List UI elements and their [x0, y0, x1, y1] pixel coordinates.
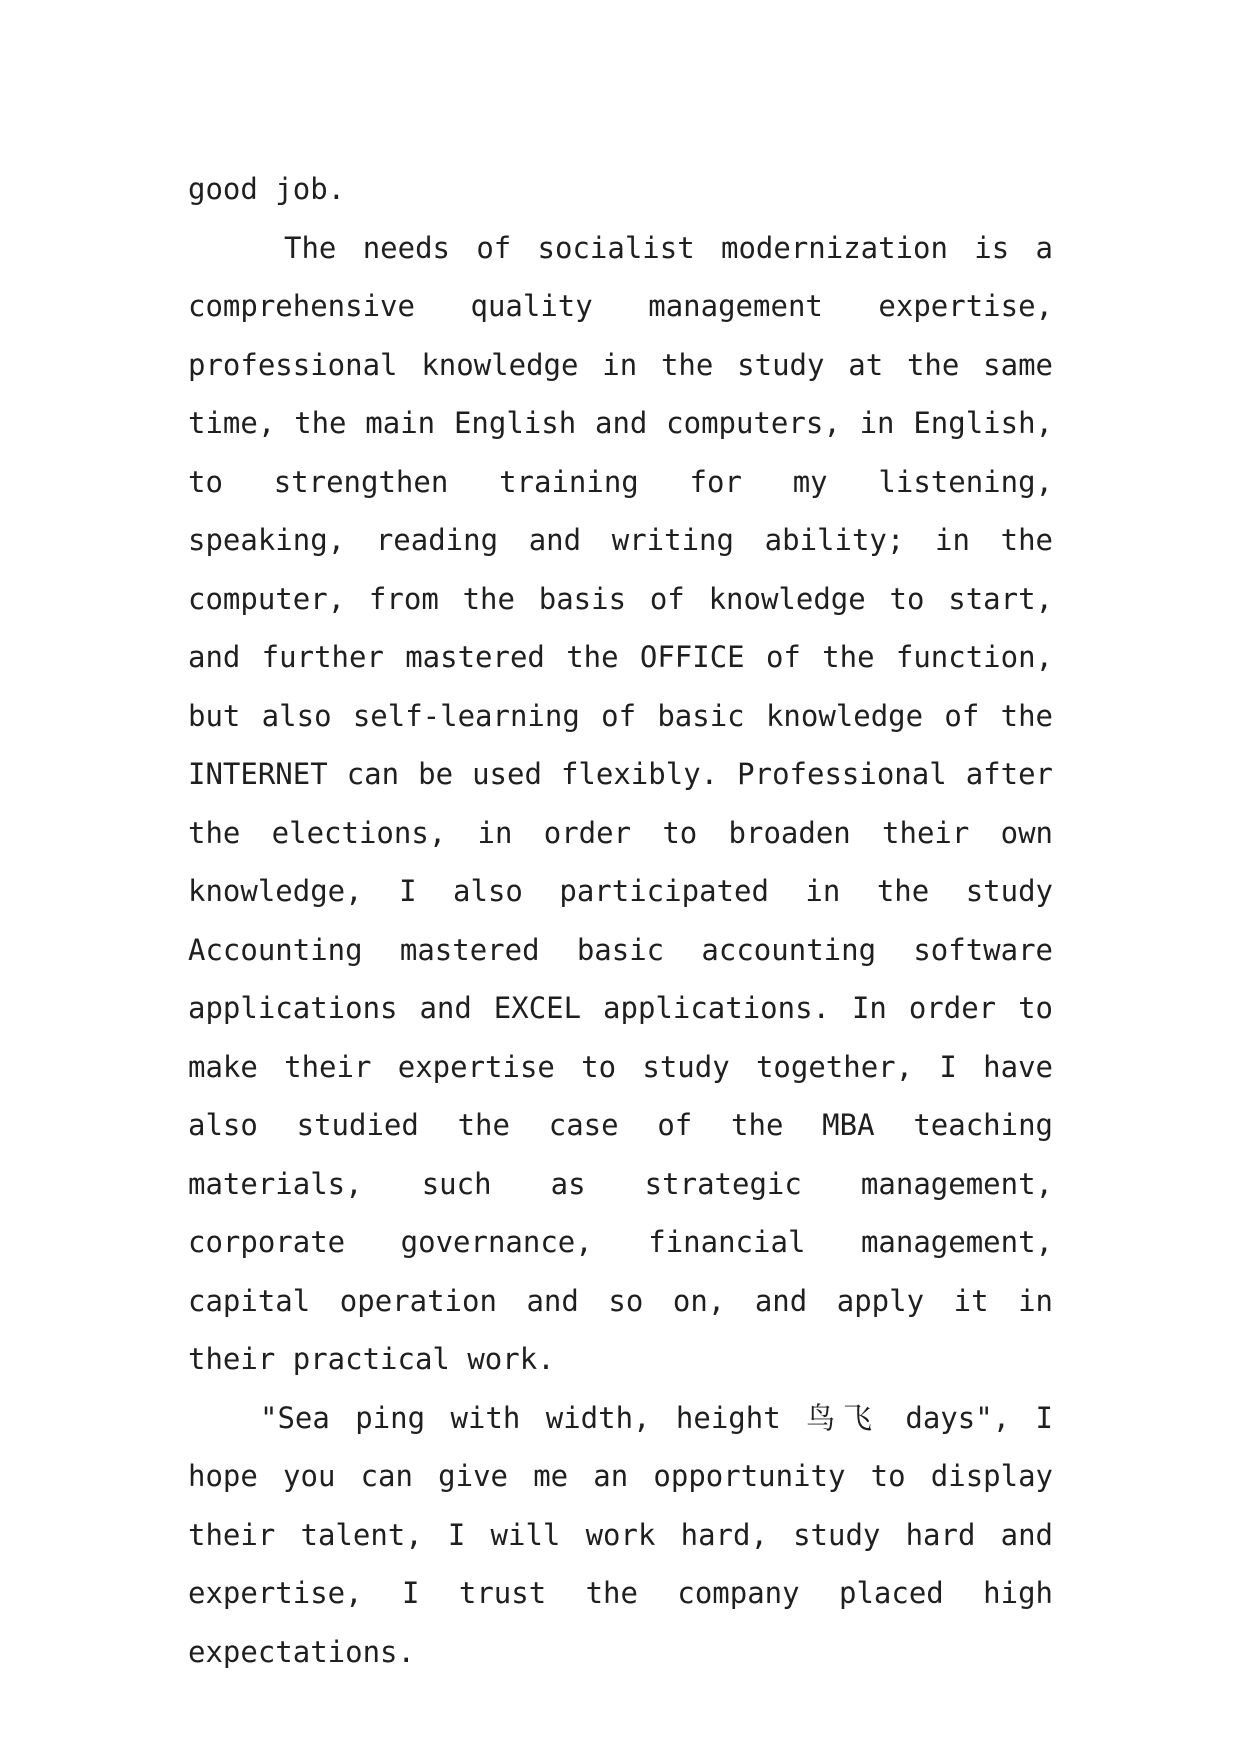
paragraph-education: The needs of socialist modernization is a comprehensive quality management expertise, professional knowledge in the study at the same time, the main English and computers, in English, to strengthen training for my listening, speaking, reading and writing ability; in the computer, from the basis of knowledge to start, and further mastered the OFFICE of the function, but also self-learning of basic knowledge of the INTERNET can be used flexibly. Professional after the elections, in order to broaden their own knowledge, I also participated in the study Accounting mastered basic accounting software applications and EXCEL applications. In order to make their expertise to study together, I have also studied the case of the MBA teaching materials, such as strategic management, corporate governance, financial management, capital operation and so on, and apply it in their practical work. [188, 230, 1053, 1376]
paragraph-closing: "Sea ping with width, height 鸟飞 days", I hope you can give me an opportunity to display their talent, I will work hard, study hard and expertise, I trust the company placed high expectations. [188, 1400, 1053, 1669]
letter-body [188, 160, 1053, 1681]
paragraph-continuation: good job. [188, 172, 346, 206]
